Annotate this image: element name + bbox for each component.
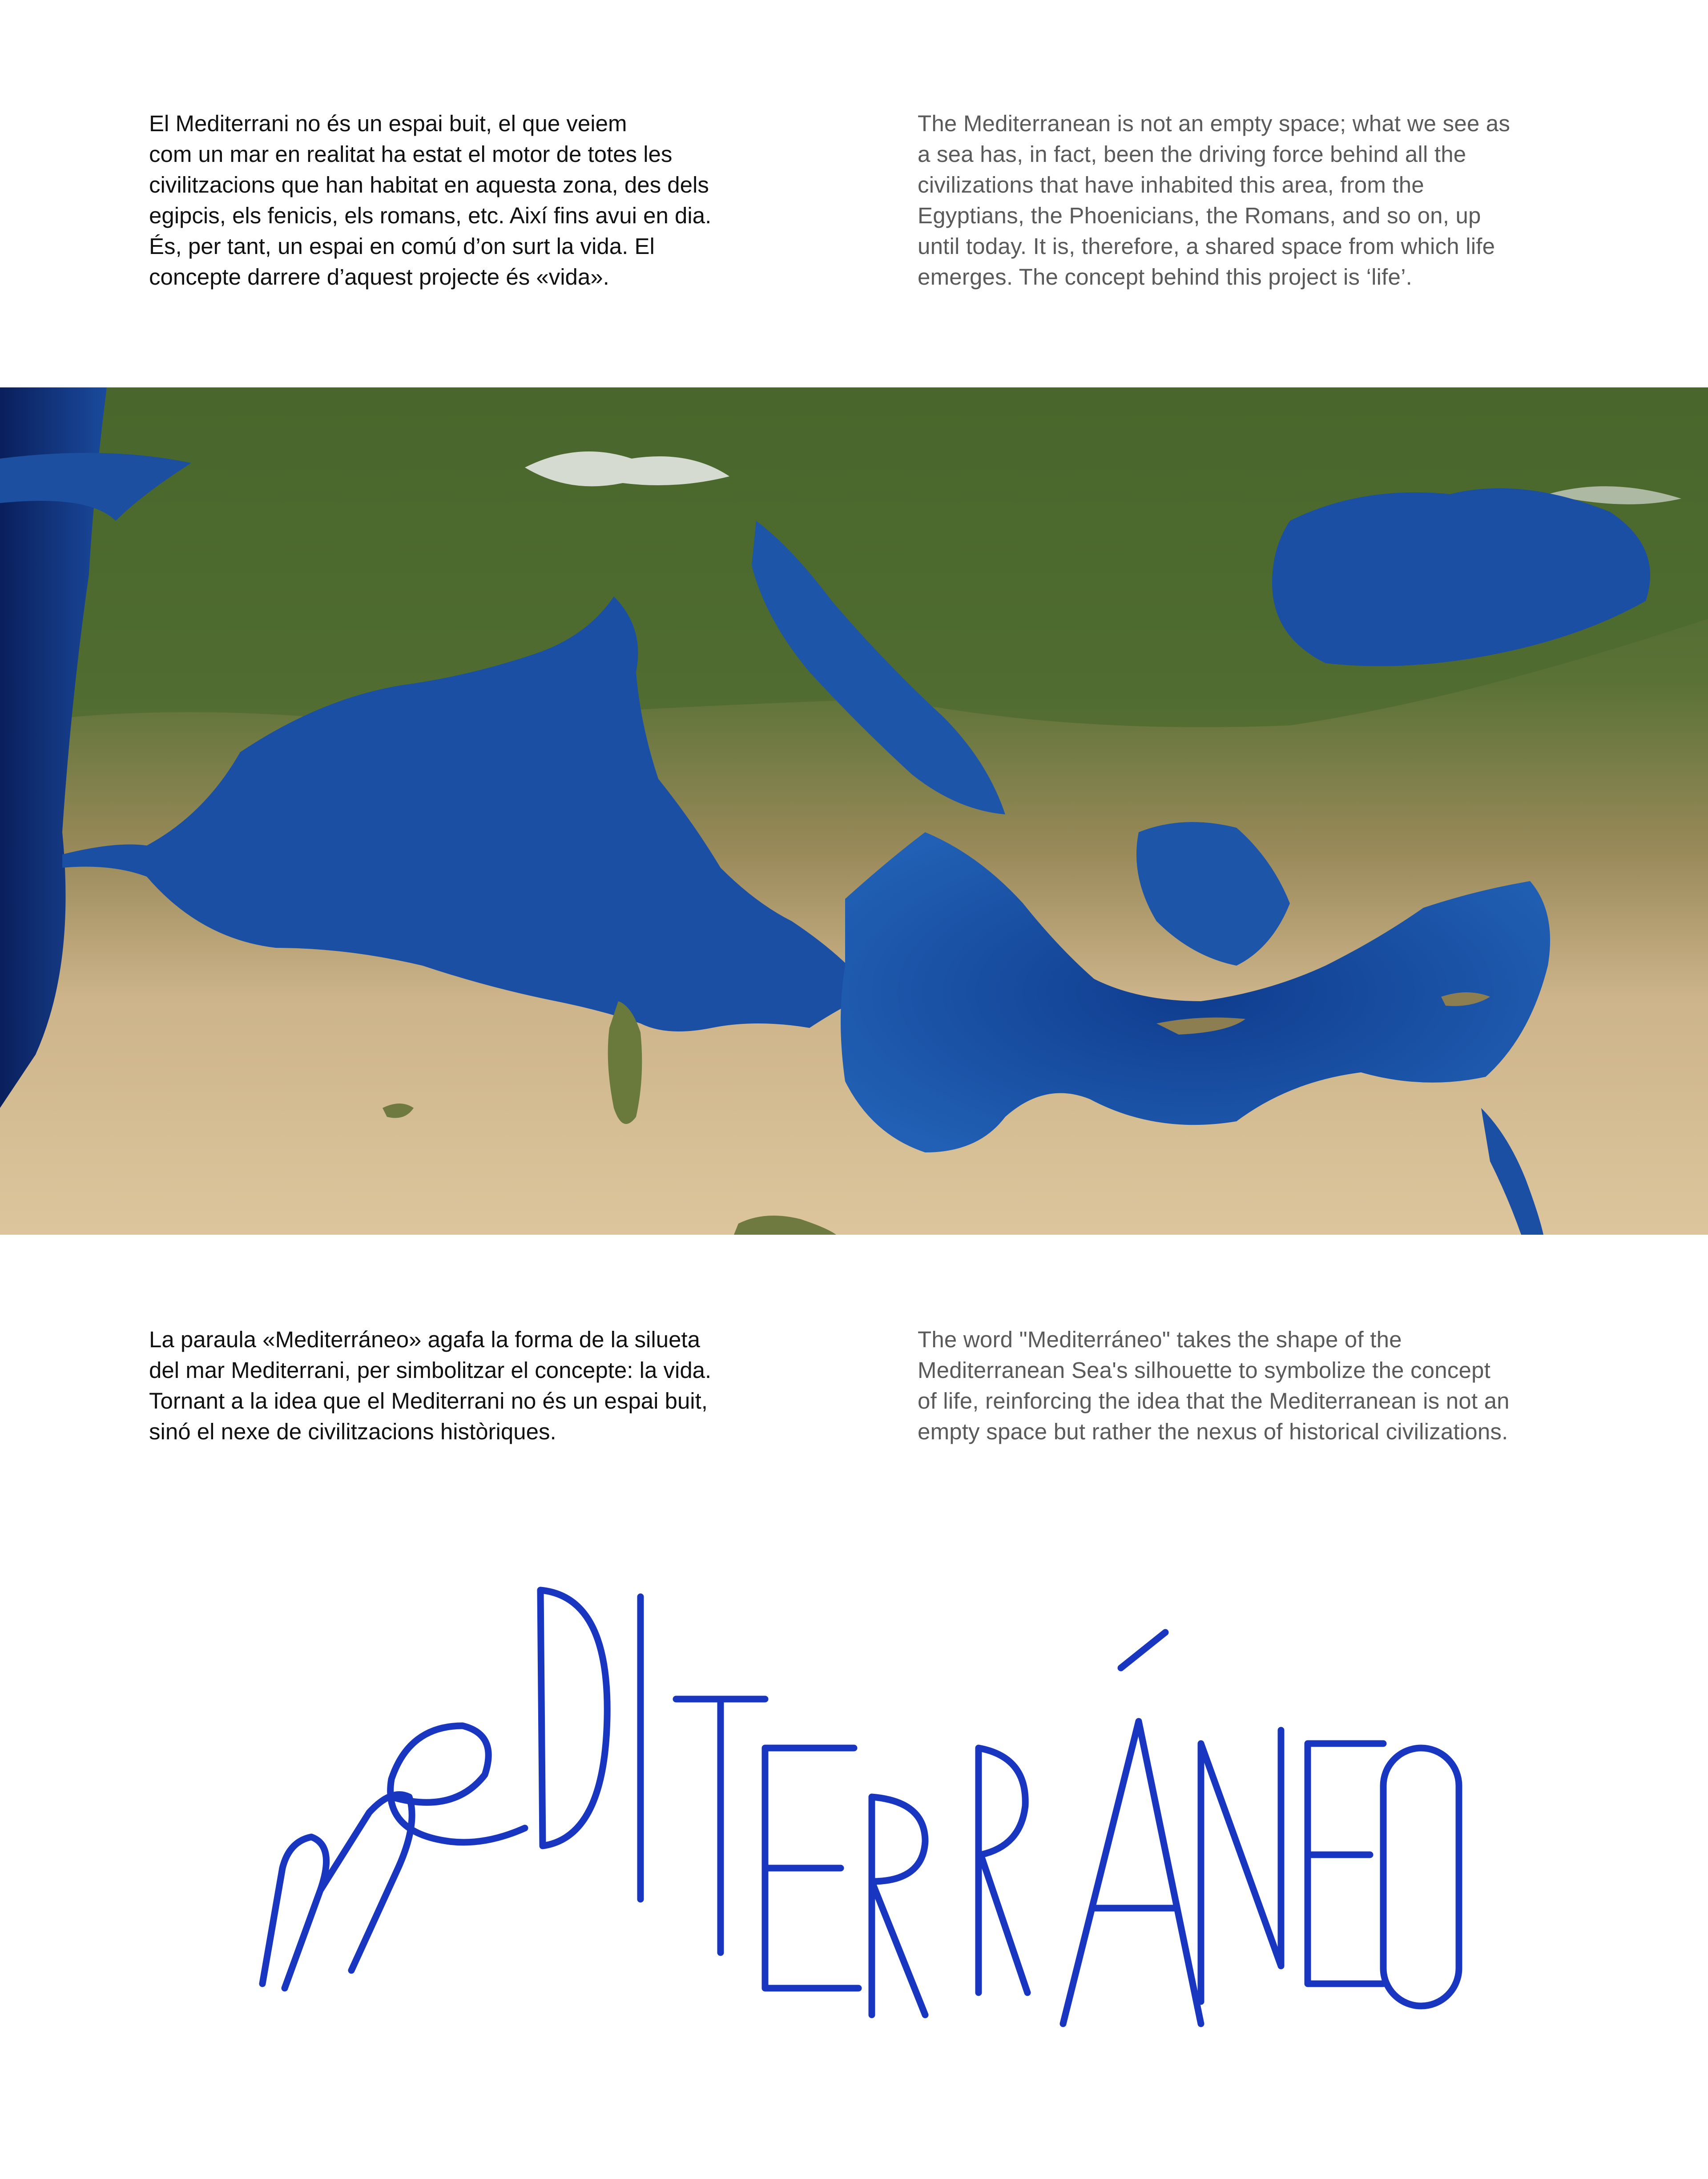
wordmark-letter-t — [676, 1699, 765, 1953]
text-line: civilizations that have inhabited this area, from the — [918, 172, 1424, 197]
text-line: Tornant a la idea que el Mediterrani no és un espai buit, — [149, 1388, 708, 1414]
concept-text-english — [918, 1324, 1510, 1447]
wordmark-letter-o — [1383, 1748, 1459, 2006]
text-line: La paraula «Mediterráneo» agafa la forma de la silueta — [149, 1327, 700, 1352]
wordmark-letter-e2 — [765, 1748, 858, 1988]
text-line: És, per tant, un espai en comú d’on surt la vida. El — [149, 234, 655, 259]
wordmark-letter-n — [1201, 1730, 1281, 2002]
text-line: of life, reinforcing the idea that the Mediterranean is not an — [918, 1388, 1510, 1414]
text-line: empty space but rather the nexus of historical civilizations. — [918, 1419, 1508, 1444]
text-line: The word "Mediterráneo" takes the shape of the — [918, 1327, 1402, 1352]
text-line: del mar Mediterrani, per simbolitzar el concepte: la vida. — [149, 1357, 712, 1383]
text-line: until today. It is, therefore, a shared space from which life — [918, 234, 1495, 259]
concept-text-catalan — [149, 1324, 711, 1447]
wordmark-letter-r — [872, 1797, 925, 2015]
wordmark-letter-r2 — [979, 1748, 1027, 1993]
text-line: a sea has, in fact, been the driving force behind all the — [918, 141, 1466, 167]
text-line: com un mar en realitat ha estat el motor de totes les — [149, 141, 673, 167]
text-line: egipcis, els fenicis, els romans, etc. Així fins avui en dia. — [149, 203, 712, 228]
text-line: Egyptians, the Phoenicians, the Romans, and so on, up — [918, 203, 1481, 228]
text-line: sinó el nexe de civilitzacions històriques. — [149, 1419, 556, 1444]
wordmark-letter-a-acute — [1063, 1632, 1201, 2024]
wordmark-letter-m — [262, 1795, 412, 1988]
mediterranean-satellite-map — [0, 387, 1708, 1235]
intro-text-catalan — [149, 108, 711, 292]
text-line: emerges. The concept behind this project is ‘life’. — [918, 264, 1413, 290]
text-line: The Mediterranean is not an empty space; what we see as — [918, 111, 1511, 136]
text-line: civilitzacions que han habitat en aquesta zona, des dels — [149, 172, 709, 197]
wordmark-letter-d — [540, 1590, 607, 1846]
text-line: El Mediterrani no és un espai buit, el que veiem — [149, 111, 627, 136]
intro-text-english — [918, 108, 1510, 292]
text-line: Mediterranean Sea's silhouette to symbolize the concept — [918, 1357, 1490, 1383]
mediterraneo-wordmark — [0, 1557, 1708, 2068]
text-line: concepte darrere d’aquest projecte és «vida». — [149, 264, 609, 290]
wordmark-letter-e3 — [1308, 1744, 1383, 1984]
